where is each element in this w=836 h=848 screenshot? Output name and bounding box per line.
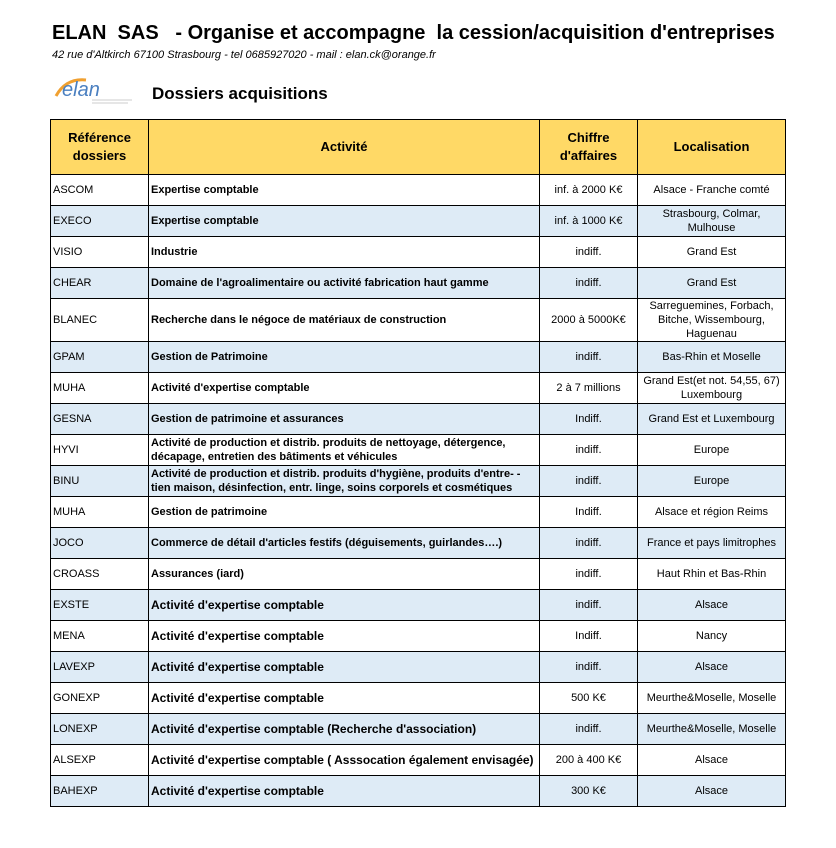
ref-cell: EXSTE bbox=[51, 590, 149, 621]
chiffre-affaires-cell: Indiff. bbox=[540, 497, 638, 528]
activite-cell: Expertise comptable bbox=[149, 175, 540, 206]
header-activite: Activité bbox=[149, 120, 540, 175]
activite-cell: Recherche dans le négoce de matériaux de construction bbox=[149, 299, 540, 342]
chiffre-affaires-cell: indiff. bbox=[540, 652, 638, 683]
ref-cell: MUHA bbox=[51, 373, 149, 404]
chiffre-affaires-cell: inf. à 2000 K€ bbox=[540, 175, 638, 206]
ref-cell: ALSEXP bbox=[51, 745, 149, 776]
localisation-cell: Grand Est bbox=[638, 268, 786, 299]
chiffre-affaires-cell: indiff. bbox=[540, 466, 638, 497]
table-row bbox=[51, 268, 786, 299]
ref-cell: CROASS bbox=[51, 559, 149, 590]
table-row bbox=[51, 559, 786, 590]
localisation-cell: Meurthe&Moselle, Moselle bbox=[638, 714, 786, 745]
page-title: ELAN SAS - Organise et accompagne la cession/acquisition d'entreprises bbox=[52, 22, 775, 44]
localisation-cell: Alsace et région Reims bbox=[638, 497, 786, 528]
table-row bbox=[51, 466, 786, 497]
localisation-cell: Alsace bbox=[638, 652, 786, 683]
page-subtitle: Dossiers acquisitions bbox=[152, 84, 328, 103]
activite-cell: Activité d'expertise comptable (Recherche d'association) bbox=[149, 714, 540, 745]
table-header-row bbox=[51, 120, 786, 175]
activite-cell: Activité d'expertise comptable bbox=[149, 776, 540, 807]
table-row bbox=[51, 299, 786, 342]
activite-cell: Gestion de patrimoine et assurances bbox=[149, 404, 540, 435]
elan-logo bbox=[52, 74, 142, 108]
ref-cell: VISIO bbox=[51, 237, 149, 268]
localisation-cell: Alsace - Franche comté bbox=[638, 175, 786, 206]
ref-cell: MUHA bbox=[51, 497, 149, 528]
table-row bbox=[51, 590, 786, 621]
table-row bbox=[51, 528, 786, 559]
chiffre-affaires-cell: 500 K€ bbox=[540, 683, 638, 714]
ref-cell: LONEXP bbox=[51, 714, 149, 745]
table-row bbox=[51, 776, 786, 807]
table-row bbox=[51, 621, 786, 652]
ref-cell: LAVEXP bbox=[51, 652, 149, 683]
localisation-cell: Nancy bbox=[638, 621, 786, 652]
localisation-cell: Strasbourg, Colmar, Mulhouse bbox=[638, 206, 786, 237]
company-address: 42 rue d'Altkirch 67100 Strasbourg - tel 0685927020 - mail : elan.ck@orange.fr bbox=[52, 49, 436, 61]
table-row bbox=[51, 206, 786, 237]
ref-cell: HYVI bbox=[51, 435, 149, 466]
localisation-cell: Meurthe&Moselle, Moselle bbox=[638, 683, 786, 714]
activite-cell: Gestion de patrimoine bbox=[149, 497, 540, 528]
chiffre-affaires-cell: indiff. bbox=[540, 268, 638, 299]
chiffre-affaires-cell: indiff. bbox=[540, 559, 638, 590]
activite-cell: Domaine de l'agroalimentaire ou activité fabrication haut gamme bbox=[149, 268, 540, 299]
table-row bbox=[51, 404, 786, 435]
activite-cell: Industrie bbox=[149, 237, 540, 268]
localisation-cell: Bas-Rhin et Moselle bbox=[638, 342, 786, 373]
activite-cell: Activité d'expertise comptable bbox=[149, 621, 540, 652]
acquisitions-table bbox=[50, 119, 786, 807]
chiffre-affaires-cell: indiff. bbox=[540, 590, 638, 621]
activite-cell: Activité de production et distrib. produits d'hygiène, produits d'entre- -tien maison, désinfection, entr. linge, soins corporels et cosmétiques bbox=[149, 466, 540, 497]
localisation-cell: Europe bbox=[638, 466, 786, 497]
table-row bbox=[51, 237, 786, 268]
localisation-cell: Europe bbox=[638, 435, 786, 466]
activite-cell: Expertise comptable bbox=[149, 206, 540, 237]
activite-cell: Activité d'expertise comptable bbox=[149, 683, 540, 714]
table-row bbox=[51, 342, 786, 373]
table-row bbox=[51, 435, 786, 466]
ref-cell: BAHEXP bbox=[51, 776, 149, 807]
table-row bbox=[51, 497, 786, 528]
table-row bbox=[51, 175, 786, 206]
localisation-cell: Alsace bbox=[638, 745, 786, 776]
chiffre-affaires-cell: indiff. bbox=[540, 528, 638, 559]
chiffre-affaires-cell: Indiff. bbox=[540, 404, 638, 435]
chiffre-affaires-cell: indiff. bbox=[540, 237, 638, 268]
chiffre-affaires-cell: 300 K€ bbox=[540, 776, 638, 807]
activite-cell: Assurances (iard) bbox=[149, 559, 540, 590]
activite-cell: Activité d'expertise comptable bbox=[149, 590, 540, 621]
table-row bbox=[51, 714, 786, 745]
activite-cell: Activité d'expertise comptable ( Asssocation également envisagée) bbox=[149, 745, 540, 776]
activite-cell: Activité d'expertise comptable bbox=[149, 652, 540, 683]
chiffre-affaires-cell: 2 à 7 millions bbox=[540, 373, 638, 404]
header-localisation: Localisation bbox=[638, 120, 786, 175]
ref-cell: GESNA bbox=[51, 404, 149, 435]
ref-cell: ASCOM bbox=[51, 175, 149, 206]
chiffre-affaires-cell: indiff. bbox=[540, 435, 638, 466]
chiffre-affaires-cell: 200 à 400 K€ bbox=[540, 745, 638, 776]
chiffre-affaires-cell: indiff. bbox=[540, 714, 638, 745]
localisation-cell: Grand Est(et not. 54,55, 67) Luxembourg bbox=[638, 373, 786, 404]
activite-cell: Gestion de Patrimoine bbox=[149, 342, 540, 373]
header-reference: Référence dossiers bbox=[51, 120, 149, 175]
chiffre-affaires-cell: 2000 à 5000K€ bbox=[540, 299, 638, 342]
localisation-cell: Sarreguemines, Forbach, Bitche, Wissembourg, Haguenau bbox=[638, 299, 786, 342]
ref-cell: GPAM bbox=[51, 342, 149, 373]
table-row bbox=[51, 652, 786, 683]
header-chiffre-affaires: Chiffre d'affaires bbox=[540, 120, 638, 175]
table-row bbox=[51, 745, 786, 776]
localisation-cell: Grand Est et Luxembourg bbox=[638, 404, 786, 435]
ref-cell: CHEAR bbox=[51, 268, 149, 299]
localisation-cell: Haut Rhin et Bas-Rhin bbox=[638, 559, 786, 590]
chiffre-affaires-cell: inf. à 1000 K€ bbox=[540, 206, 638, 237]
ref-cell: GONEXP bbox=[51, 683, 149, 714]
chiffre-affaires-cell: indiff. bbox=[540, 342, 638, 373]
activite-cell: Activité de production et distrib. produits de nettoyage, détergence, décapage, entretien des bâtiments et véhicules bbox=[149, 435, 540, 466]
ref-cell: MENA bbox=[51, 621, 149, 652]
table-row bbox=[51, 373, 786, 404]
activite-cell: Activité d'expertise comptable bbox=[149, 373, 540, 404]
ref-cell: JOCO bbox=[51, 528, 149, 559]
localisation-cell: Alsace bbox=[638, 776, 786, 807]
ref-cell: BLANEC bbox=[51, 299, 149, 342]
logo-text: elan bbox=[62, 79, 100, 101]
chiffre-affaires-cell: Indiff. bbox=[540, 621, 638, 652]
activite-cell: Commerce de détail d'articles festifs (déguisements, guirlandes….) bbox=[149, 528, 540, 559]
localisation-cell: Alsace bbox=[638, 590, 786, 621]
localisation-cell: Grand Est bbox=[638, 237, 786, 268]
ref-cell: BINU bbox=[51, 466, 149, 497]
ref-cell: EXECO bbox=[51, 206, 149, 237]
table-row bbox=[51, 683, 786, 714]
localisation-cell: France et pays limitrophes bbox=[638, 528, 786, 559]
